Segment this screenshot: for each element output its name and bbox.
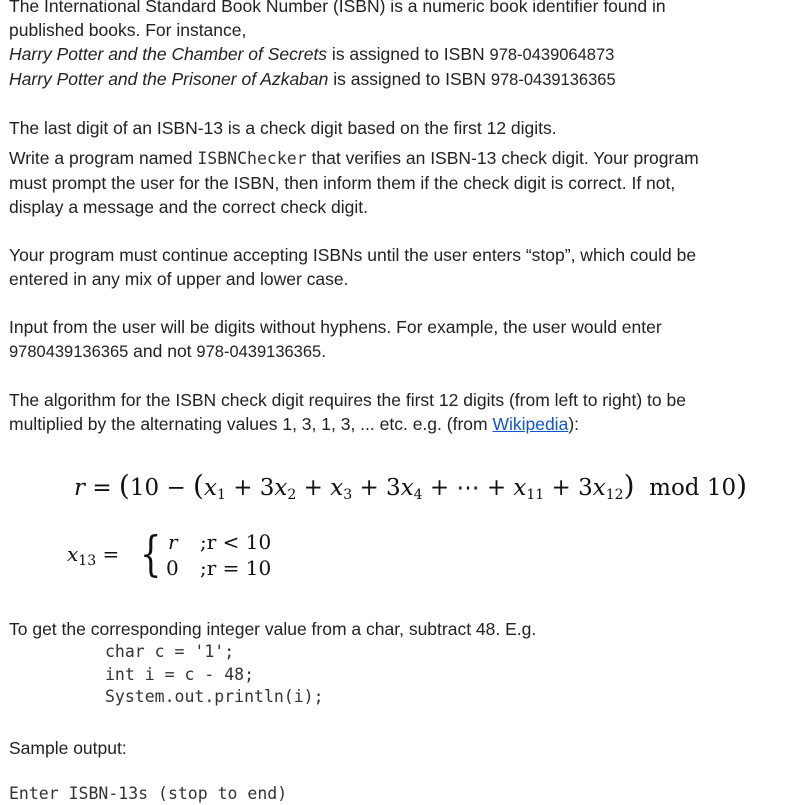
piecewise-case-2-value: 0 bbox=[166, 556, 179, 580]
example-book-2 bbox=[9, 67, 779, 92]
algorithm-line-1: The algorithm for the ISBN check digit requires the first 12 digits (from left to right) to be bbox=[9, 390, 686, 410]
formula-r: r bbox=[74, 475, 85, 501]
input-line-2 bbox=[9, 339, 779, 364]
sample-output-line: Enter ISBN-13s (stop to end) bbox=[9, 784, 288, 803]
document-body bbox=[9, 0, 779, 436]
formula-sub-4: 4 bbox=[413, 487, 423, 503]
book-isbn-2: 978-0439136365 bbox=[490, 71, 616, 89]
formula-plus-5: + bbox=[486, 475, 507, 501]
input-mid: and not bbox=[128, 341, 197, 361]
conversion-line-1: To get the corresponding integer value from a char, subtract 48. E.g. bbox=[9, 619, 537, 639]
task-line-1: The last digit of an ISBN-13 is a check digit based on the first 12 digits. bbox=[9, 118, 557, 138]
formula-sub-11: 11 bbox=[526, 487, 545, 503]
piecewise-case-2-condition: ;r = 10 bbox=[200, 556, 272, 580]
formula-x12: x bbox=[592, 475, 606, 501]
piecewise-equals: = bbox=[102, 542, 120, 566]
formula-plus-1: + bbox=[233, 475, 253, 501]
wikipedia-link[interactable]: Wikipedia bbox=[492, 414, 569, 434]
formula-dots: ⋯ bbox=[456, 475, 480, 501]
input-example-hyphen: 978-0439136365 bbox=[196, 343, 322, 361]
class-name: ISBNChecker bbox=[197, 149, 307, 168]
example-book-1 bbox=[9, 42, 779, 67]
piecewise-case-1-value: r bbox=[168, 530, 178, 554]
piecewise-x: x bbox=[67, 542, 79, 566]
book-text-2: is assigned to ISBN bbox=[328, 69, 491, 89]
input-line-1: Input from the user will be digits without hyphens. For example, the user would enter bbox=[9, 317, 662, 337]
formula-open-paren-inner: ( bbox=[193, 469, 204, 502]
formula-equals: = bbox=[92, 475, 112, 501]
piecewise-case-1-condition: ;r < 10 bbox=[200, 530, 272, 554]
code-line-2: int i = c - 48; bbox=[105, 664, 255, 684]
task-line-4: display a message and the correct check digit. bbox=[9, 197, 368, 217]
code-example bbox=[105, 641, 779, 709]
piecewise-lhs bbox=[67, 542, 119, 569]
code-line-1: char c = '1'; bbox=[105, 642, 235, 661]
formula-ten: 10 bbox=[129, 475, 160, 501]
book-text-1: is assigned to ISBN bbox=[327, 44, 490, 64]
formula-modulus: 10 bbox=[706, 475, 737, 501]
formula-three-1: 3 bbox=[259, 475, 275, 501]
algorithm-line-2-pre: multiplied by the alternating values 1, 3, 1, 3, ... etc. e.g. (from bbox=[9, 414, 493, 434]
intro-line-1: The International Standard Book Number (ISBN) is a numeric book identifier found in bbox=[9, 0, 666, 16]
book-isbn-1: 978-0439064873 bbox=[489, 46, 615, 64]
loop-line-1: Your program must continue accepting ISBNs until the user enters “stop”, which could be bbox=[9, 245, 697, 265]
conversion-section bbox=[9, 617, 779, 709]
formula-close-paren-outer: ) bbox=[736, 469, 748, 502]
task-line-2-post: that verifies an ISBN-13 check digit. Your program bbox=[306, 148, 699, 168]
piecewise-brace: { bbox=[140, 526, 162, 582]
formula-x1: x bbox=[203, 475, 217, 501]
formula-sub-2: 2 bbox=[287, 487, 297, 503]
formula-sub-3: 3 bbox=[343, 487, 353, 503]
formula-plus-6: + bbox=[551, 475, 571, 501]
loop-line-2: entered in any mix of upper and lower case. bbox=[9, 269, 349, 289]
formula-mod: mod bbox=[649, 475, 700, 501]
formula-open-paren-outer: ( bbox=[118, 469, 130, 502]
formula-sub-12: 12 bbox=[605, 487, 624, 503]
book-title-2: Harry Potter and the Prisoner of Azkaban bbox=[9, 69, 329, 89]
sample-output-label: Sample output: bbox=[9, 738, 127, 758]
formula-minus: − bbox=[166, 475, 186, 501]
formula-sub-1: 1 bbox=[216, 487, 226, 503]
formula-x2: x bbox=[274, 475, 288, 501]
code-line-3: System.out.println(i); bbox=[105, 687, 324, 706]
formula-plus-4: + bbox=[429, 475, 450, 501]
intro-line-2: published books. For instance, bbox=[9, 20, 247, 40]
piecewise-sub-13: 13 bbox=[78, 553, 97, 569]
formula-three-2: 3 bbox=[386, 475, 401, 501]
input-end: . bbox=[321, 341, 327, 361]
input-example-plain: 9780439136365 bbox=[9, 343, 129, 361]
task-line-2 bbox=[9, 146, 779, 171]
task-line-2-pre: Write a program named bbox=[9, 148, 198, 168]
formula-x4: x bbox=[400, 475, 414, 501]
book-title-1: Harry Potter and the Chamber of Secrets bbox=[9, 44, 328, 64]
formula-plus-2: + bbox=[303, 475, 323, 501]
algorithm-line-2-post: ): bbox=[568, 414, 580, 434]
formula-x3: x bbox=[330, 475, 344, 501]
formula-plus-3: + bbox=[359, 475, 379, 501]
algorithm-line-2 bbox=[9, 412, 779, 436]
check-digit-formula bbox=[74, 471, 747, 510]
formula-x11: x bbox=[513, 475, 527, 501]
piecewise-formula bbox=[67, 526, 327, 582]
formula-close-paren-inner: ) bbox=[623, 469, 635, 502]
task-line-3: must prompt the user for the ISBN, then inform them if the check digit is correct. If not, bbox=[9, 173, 676, 193]
formula-three-3: 3 bbox=[578, 475, 593, 501]
